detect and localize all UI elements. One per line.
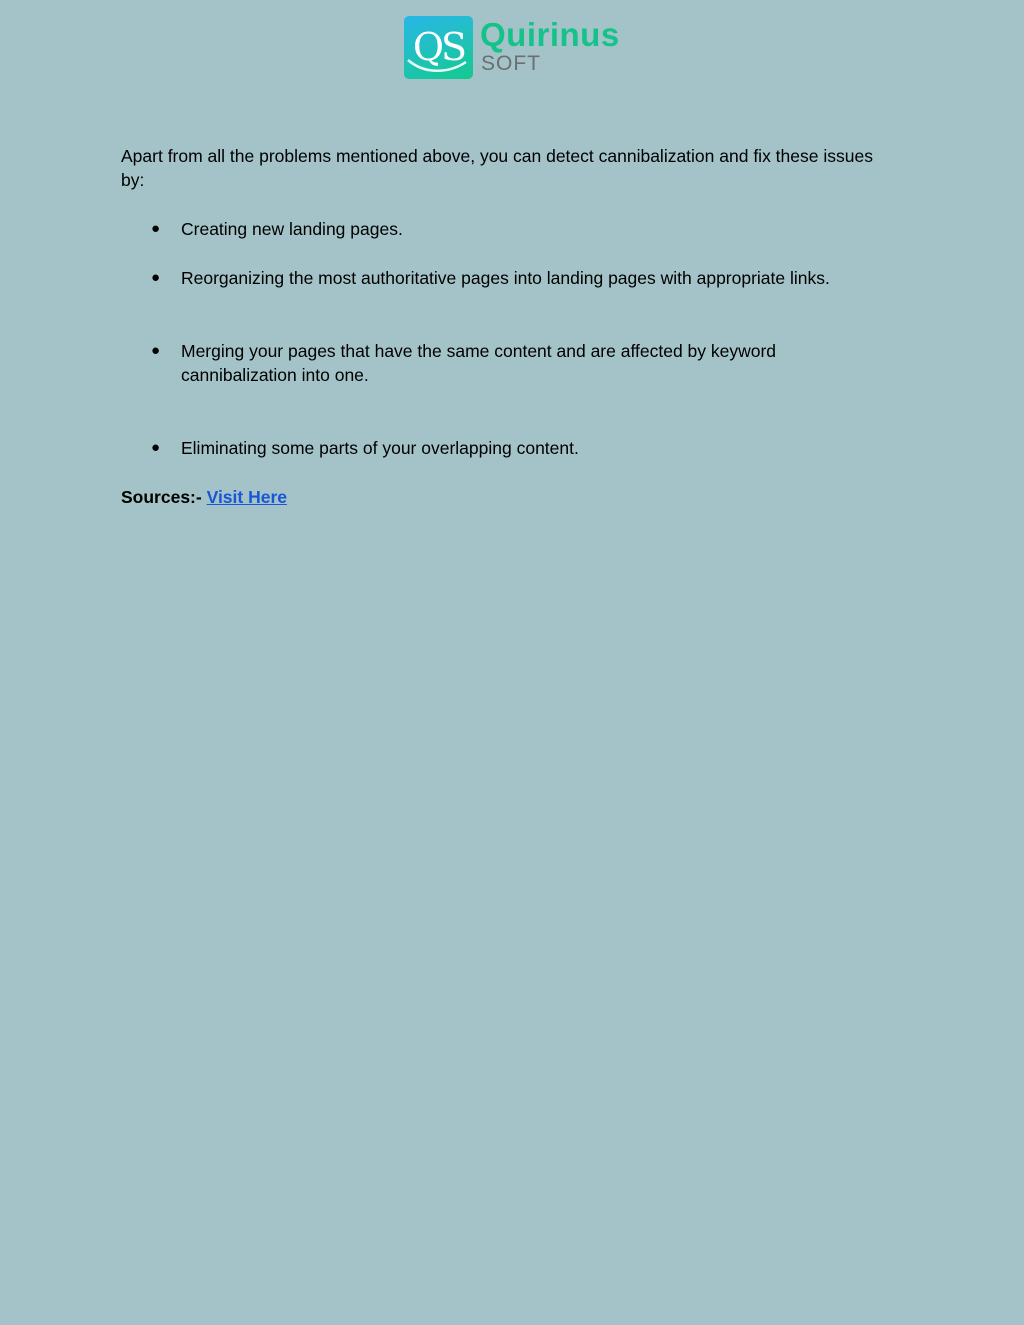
company-logo [404,15,620,79]
intro-paragraph: Apart from all the problems mentioned above, you can detect cannibalization and fix these issues by: [121,146,873,190]
list-item [121,217,881,241]
bullet-dot-icon: ● [151,220,161,237]
logo-mark-text: QS [412,24,465,69]
logo-subtitle: SOFT [481,52,541,75]
logo-name: Quirinus [480,16,620,53]
sources-line [121,485,881,509]
bullet-list [121,217,881,460]
visit-here-link[interactable]: Visit Here [206,487,288,507]
list-item [121,339,881,387]
logo-mark-icon [404,16,473,79]
sources-label: Sources:- [121,487,202,507]
bullet-text: Reorganizing the most authoritative pages into landing pages with appropriate links. [181,268,830,288]
bullet-dot-icon: ● [151,269,161,286]
bullet-text: Eliminating some parts of your overlapping content. [181,438,579,458]
list-item [121,436,881,460]
document-body [121,144,881,509]
bullet-dot-icon: ● [151,439,161,456]
list-item [121,266,881,290]
bullet-text: Creating new landing pages. [181,219,403,239]
bullet-dot-icon: ● [151,342,161,359]
logo-wordmark [480,18,620,76]
bullet-text: Merging your pages that have the same content and are affected by keyword cannibalization into one. [181,341,777,385]
